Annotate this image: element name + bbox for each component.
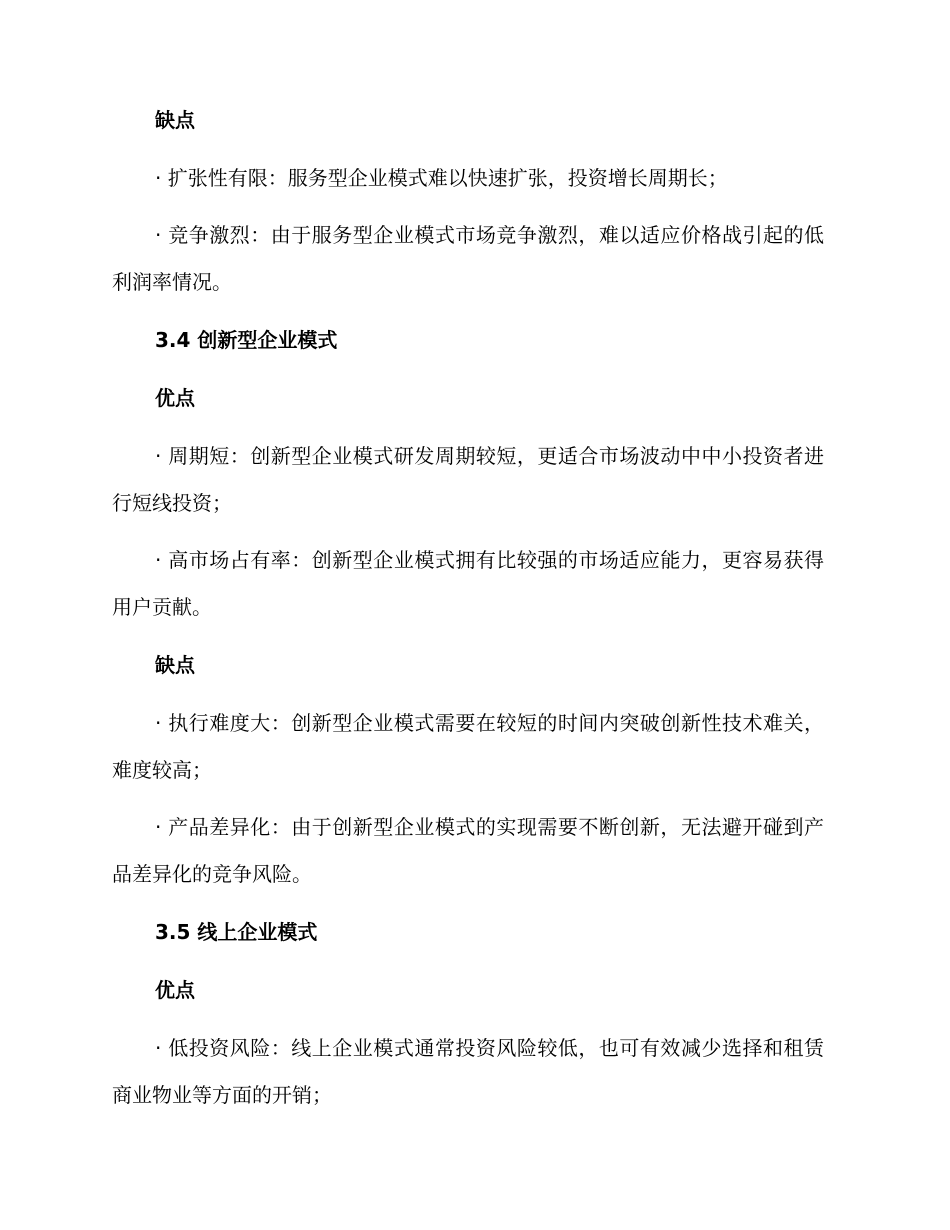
bullet-execution-difficulty: · 执行难度大：创新型企业模式需要在较短的时间内突破创新性技术难关，难度较高； [112,710,824,782]
heading-section-3-5: 3.5 线上企业模式 [155,920,318,944]
heading-pros-1: 优点 [155,386,195,410]
bullet-short-cycle: · 周期短：创新型企业模式研发周期较短，更适合市场波动中中小投资者进行短线投资； [112,443,824,515]
document-body [112,105,824,1138]
heading-cons-2: 缺点 [155,653,195,677]
bullet-limited-expansion: · 扩张性有限：服务型企业模式难以快速扩张，投资增长周期长； [155,165,728,190]
heading-pros-2: 优点 [155,978,195,1002]
bullet-high-market-share: · 高市场占有率：创新型企业模式拥有比较强的市场适应能力，更容易获得用户贡献。 [112,548,824,619]
heading-section-3-4: 3.4 创新型企业模式 [155,328,338,352]
bullet-fierce-competition: · 竞争激烈：由于服务型企业模式市场竞争激烈，难以适应价格战引起的低利润率情况。 [112,223,824,294]
bullet-low-investment-risk: · 低投资风险：线上企业模式通常投资风险较低，也可有效减少选择和租赁商业物业等方面的开销； [112,1035,824,1107]
heading-cons-1: 缺点 [155,108,195,132]
bullet-product-differentiation: · 产品差异化：由于创新型企业模式的实现需要不断创新，无法避开碰到产品差异化的竞争风险。 [112,815,824,886]
